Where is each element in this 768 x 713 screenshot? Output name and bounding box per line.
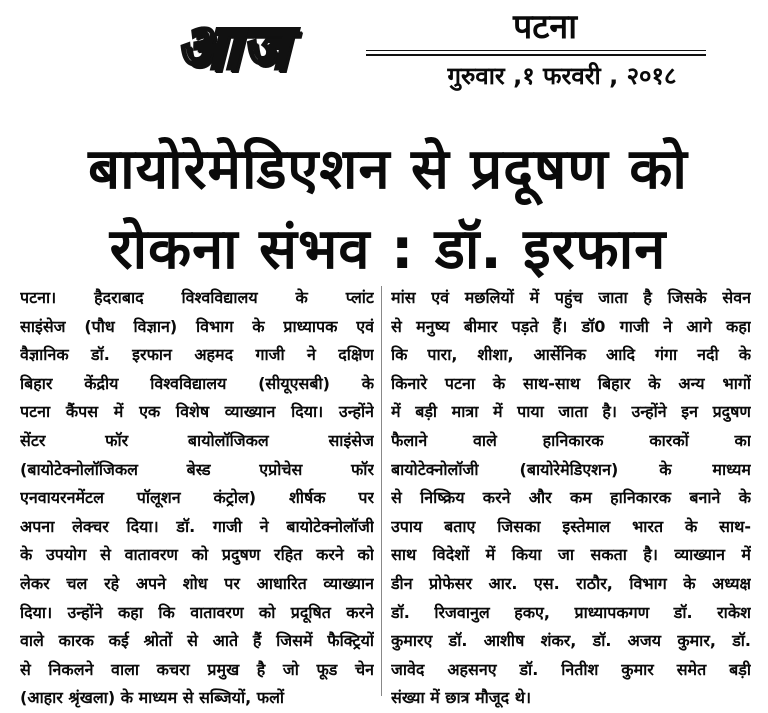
article-line: से निकलने वाला कचरा प्रमुख है जो फूड चेन [20,659,374,679]
article-line: से निष्क्रिय करने और कम हानिकारक बनाने के [391,488,751,508]
column-divider [381,286,382,696]
article-line: (बायोटेक्नोलॉजिकल बेस्ड एप्रोचेस फॉर [20,459,374,479]
article-line: कुमारए डॉ. आशीष शंकर, डॉ. अजय कुमार, डॉ. [391,631,751,651]
article-line: डीन प्रोफेसर आर. एस. राठौर, विभाग के अध्यक्ष [391,573,751,593]
article-line: कि पारा, शीशा, आर्सेनिक आदि गंगा नदी के [391,345,751,365]
article-column-right [391,284,751,713]
masthead-rule [366,54,706,56]
article-line: लेकर चल रहे अपने शोध पर आधारित व्याख्यान [20,573,374,593]
article-line: वाले कारक कई श्रोतों से आते हैं जिसमें फैक्ट्रियों [20,631,374,651]
article-line: में बड़ी मात्रा में पाया जाता है। उन्होंने इन प्रदुषण [391,402,751,422]
article-line: दिया। उन्होंने कहा कि वातावरण को प्रदूषित करने [20,602,374,622]
article-line: फैलाने वाले हानिकारक कारकों का [391,430,751,450]
article-line: पटना। हैदराबाद विश्वविद्यालय के प्लांट [20,288,374,307]
headline-line: बायोरेमेडिएशन से प्रदूषण को [88,137,688,202]
edition-city: पटना [512,7,578,47]
article-line: वैज्ञानिक डॉ. इरफान अहमद गाजी ने दक्षिण [20,345,374,365]
article-line: से मनुष्य बीमार पड़ते हैं। डॉ0 गाजी ने आगे कहा [391,316,751,336]
article-line: संख्या में छात्र मौजूद थे। [391,688,532,708]
article-line: साइंसेज (पौध विज्ञान) विभाग के प्राध्यापक एवं [20,316,374,336]
article-line: (आहार श्रृंखला) के माध्यम से सब्जियों, फलों [20,688,285,708]
article-line: साथ विदेशों में किया जा सकता है। व्याख्यान में [391,545,751,565]
article-line: बायोटेक्नोलॉजी (बायोरेमेडिएशन) के माध्यम [391,459,751,479]
article-line: सेंटर फॉर बायोलॉजिकल साइंसेज [20,430,374,450]
article-column-left [20,284,374,713]
article-line: उपाय बताए जिसका इस्तेमाल भारत के साथ- [391,516,751,536]
article-line: पटना कैंपस में एक विशेष व्याख्यान दिया। उन्होंने [20,402,374,422]
article-line: डॉ. रिजवानुल हकए, प्राध्यापकगण डॉ. राकेश [391,602,751,622]
headline [18,130,758,290]
newspaper-logo: आज [176,10,290,83]
article-line: मांस एवं मछलियों में पहुंच जाता है जिसके सेवन [391,288,751,307]
article-line: किनारे पटना के साथ-साथ बिहार के अन्य भागों [391,373,751,393]
article-line: बिहार केंद्रीय विश्वविद्यालय (सीयूएसबी) के [20,373,374,393]
article-line: एनवायरनमेंटल पॉलूशन कंट्रोल) शीर्षक पर [20,488,374,508]
article-line: के उपयोग से वातावरण को प्रदुषण रहित करने को [20,545,374,565]
masthead-rule [366,50,706,51]
article-line: जावेद अहसनए डॉ. नितीश कुमार समेत बड़ी [391,659,751,679]
headline-line: रोकना संभव : डॉ. इरफान [109,217,667,282]
article-line: अपना लेक्चर दिया। डॉ. गाजी ने बायोटेक्नोलॉजी [20,516,374,536]
edition-date: गुरुवार ,१ फरवरी , २०१८ [447,62,677,90]
